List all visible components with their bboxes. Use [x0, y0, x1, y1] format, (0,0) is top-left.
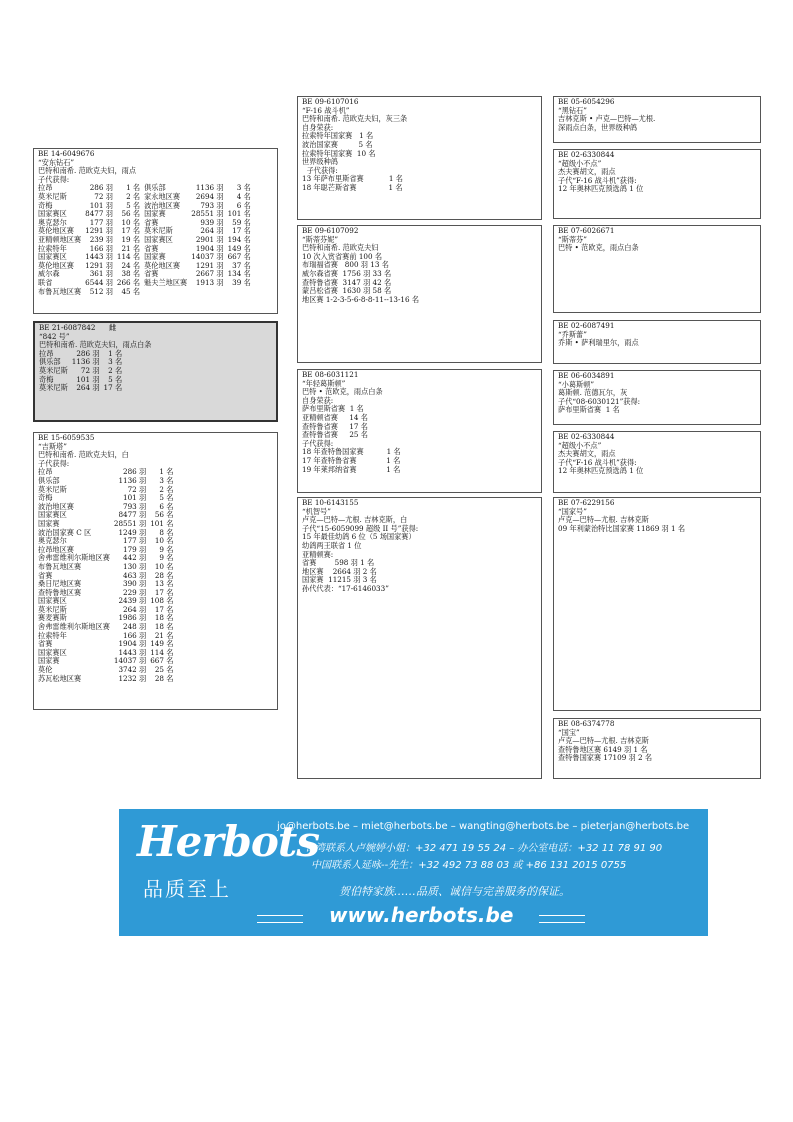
result-cell: 18 名 [154, 622, 174, 632]
herbots-logo: Herbots [137, 817, 319, 866]
pedigree-line: BE 07-6229156 [558, 498, 615, 507]
pedigree-line: 15 年最佳幼鸽 6 位（5 场国家赛） [302, 532, 416, 542]
result-cell: 1904 羽 [118, 639, 147, 649]
pedigree-line: BE 10-6143155 [302, 498, 359, 507]
result-cell: 667 名 [150, 656, 174, 666]
result-cell: 37 名 [232, 260, 251, 270]
result-cell: 国家赛区 [38, 209, 67, 219]
result-cell: 286 羽 [123, 467, 147, 477]
result-cell: 28 名 [154, 673, 174, 683]
result-cell: 13 名 [154, 579, 174, 589]
pedigree-line: 巴特 • 范欧克，雨点白条 [302, 387, 383, 397]
result-cell: 苏瓦松地区赛 [38, 673, 82, 683]
pedigree-line: 地区赛 2664 羽 2 名 [302, 566, 377, 576]
pedigree-line: 子代获得: [302, 438, 334, 448]
result-cell: 8477 羽 [118, 510, 147, 520]
result-cell: 国家赛区 [38, 647, 67, 657]
pedigree-line: 18 年聪芒斯省赛 1 名 [302, 182, 403, 192]
result-cell: 1136 羽 [71, 357, 100, 367]
result-cell: 1904 羽 [195, 243, 224, 253]
pedigree-line: 巴特和南希. 范欧克夫妇，灰三条 [302, 114, 408, 124]
result-cell: 莫米尼斯 [38, 191, 67, 201]
pedigree-line: “机智号” [302, 506, 331, 516]
result-cell: 联省 [38, 277, 53, 287]
result-cell: 149 名 [227, 243, 251, 253]
result-cell: 101 名 [150, 518, 174, 528]
pedigree-line: BE 02-6330844 [558, 150, 615, 159]
pedigree-line: 吉林克斯 • 卢克—巴特—尤根. [558, 114, 656, 124]
pedigree-line: “F-16 战斗机” [302, 105, 350, 115]
result-cell: 莫米尼斯 [38, 604, 67, 614]
result-cell: 134 名 [227, 269, 251, 279]
result-cell: 21 名 [154, 630, 174, 640]
great-grandparent-card-8 [553, 718, 761, 779]
result-cell: 3 名 [159, 475, 174, 485]
subject-ring-line [39, 324, 272, 333]
result-cell: 793 羽 [200, 200, 224, 210]
result-cell: 8477 羽 [85, 209, 113, 219]
result-cell: 166 羽 [123, 630, 147, 640]
result-cell: 莫伦地区赛 [38, 226, 74, 236]
result-cell: 奥克瑟尔 [38, 536, 67, 546]
banner-website-link[interactable]: www.herbots.be [329, 903, 514, 927]
subject-card[interactable] [33, 321, 278, 422]
result-cell: 1 名 [108, 348, 123, 358]
subject-ring: BE 21-6087842 [39, 323, 96, 332]
result-cell: 239 羽 [89, 234, 113, 244]
result-cell: 俱乐部 [39, 357, 61, 367]
result-cell: 国家赛区 [38, 596, 67, 606]
result-cell: 国家赛 [144, 252, 166, 262]
result-cell: 6 名 [159, 501, 174, 511]
pedigree-line: “黑钻石” [558, 105, 587, 115]
result-cell: 拉昂 [38, 183, 53, 193]
result-cell: 省赛 [38, 570, 53, 580]
result-cell: 5 名 [159, 493, 174, 503]
result-cell: 俱乐部 [144, 183, 166, 193]
result-cell: 512 羽 [89, 286, 113, 296]
result-cell: 38 名 [121, 269, 141, 279]
result-cell: 1986 羽 [118, 613, 147, 623]
result-cell: 1443 羽 [85, 252, 113, 262]
result-cell: 1232 羽 [118, 673, 147, 683]
herbots-banner [119, 809, 708, 936]
pedigree-line: BE 02-6330844 [558, 432, 615, 441]
pedigree-line: 波治国家赛 5 名 [302, 139, 373, 149]
result-cell: 17 名 [232, 226, 251, 236]
pedigree-line: 查特鲁国家赛 17109 羽 2 名 [558, 753, 653, 763]
pedigree-line: 拉索特年国家赛 1 名 [302, 131, 374, 141]
result-cell: 拉昂 [38, 467, 53, 477]
result-cell: 10 名 [154, 536, 174, 546]
banner-china-contact: 中国联系人延咏--先生：+32 492 73 88 03 或 +86 131 2015 0755 [311, 860, 627, 871]
result-cell: 101 名 [227, 209, 251, 219]
result-cell: 查特鲁地区赛 [38, 587, 82, 597]
result-cell: 省赛 [38, 639, 53, 649]
result-cell: 17 名 [103, 383, 123, 393]
dam-name: “吉斯塔” [38, 441, 67, 451]
result-cell: 5 名 [108, 374, 123, 384]
result-cell: 149 名 [150, 639, 174, 649]
dam-sub: 子代获得: [38, 458, 70, 468]
pedigree-line: 蒙吕松省赛 1630 羽 58 名 [302, 286, 392, 296]
result-cell: 101 羽 [89, 200, 113, 210]
result-cell: 101 羽 [123, 493, 147, 503]
result-cell: 18 名 [154, 613, 174, 623]
result-cell: 1291 羽 [85, 260, 113, 270]
result-cell: 2 名 [126, 191, 141, 201]
subject-sex: 雌 [109, 323, 117, 332]
pedigree-line: BE 09-6107092 [302, 226, 359, 235]
result-cell: 奇梅 [39, 374, 54, 384]
result-cell: 14037 羽 [113, 656, 147, 666]
result-cell: 布鲁瓦地区赛 [38, 561, 82, 571]
result-cell: 17 名 [121, 226, 141, 236]
result-cell: 114 名 [116, 252, 141, 262]
result-cell: 25 名 [154, 665, 174, 675]
subject-results-table [39, 350, 126, 393]
result-cell: 莫伦地区赛 [38, 260, 74, 270]
pedigree-line: 拉索特年国家赛 10 名 [302, 148, 376, 158]
result-cell: 10 名 [121, 217, 141, 227]
pedigree-line: “国宝” [558, 727, 580, 737]
pedigree-line: 布瑞福省赛 800 羽 13 名 [302, 260, 389, 270]
great-grandparent-card-6 [553, 431, 761, 493]
result-cell: 奥克瑟尔 [38, 217, 67, 227]
result-cell: 56 名 [121, 209, 141, 219]
banner-tagline: 贺伯特家族……品质、诚信与完善服务的保证。 [339, 885, 570, 898]
result-cell: 4 名 [236, 191, 251, 201]
result-cell: 101 羽 [76, 374, 100, 384]
result-cell: 桑日尼地区赛 [38, 579, 82, 589]
pedigree-line: 巴特和南希. 范欧克夫妇 [302, 243, 379, 253]
result-cell: 1 名 [159, 467, 174, 477]
pedigree-line: 查特鲁省赛 3147 羽 42 名 [302, 277, 392, 287]
result-cell: 2667 羽 [195, 269, 224, 279]
result-cell: 2 名 [159, 484, 174, 494]
sire-results-table [38, 184, 255, 296]
sire-ring: BE 14-6049676 [38, 149, 95, 158]
result-row [39, 384, 126, 393]
result-cell: 省赛 [144, 217, 159, 227]
banner-emails[interactable]: jo@herbots.be – miet@herbots.be – wangting@herbots.be – pieterjan@herbots.be [277, 821, 690, 832]
pedigree-line: “超级小不点” [558, 158, 602, 168]
pedigree-line: 子代“08-6030121”获得: [558, 396, 641, 406]
pedigree-line: 查特鲁省赛 17 名 [302, 421, 368, 431]
result-row [38, 288, 255, 297]
pedigree-line: 子代获得: [302, 165, 338, 175]
result-cell: 2 名 [108, 365, 123, 375]
pedigree-line: 省赛 598 羽 1 名 [302, 558, 375, 568]
result-cell: 1249 羽 [118, 527, 147, 537]
result-cell: 5 名 [126, 200, 141, 210]
result-cell: 793 羽 [123, 501, 147, 511]
great-grandparent-card-4 [553, 320, 761, 364]
result-cell: 拉索特年 [38, 630, 67, 640]
pedigree-line: 亚精顿赛: [302, 549, 334, 559]
result-cell: 21 名 [121, 243, 141, 253]
pedigree-line: 葛斯顿. 范德瓦尔，灰 [558, 388, 628, 398]
result-cell: 56 名 [154, 510, 174, 520]
result-cell: 361 羽 [89, 269, 113, 279]
banner-slogan: 品质至上 [143, 877, 231, 901]
pedigree-line: 17 年查特鲁省赛 1 名 [302, 455, 401, 465]
result-cell: 28 名 [154, 570, 174, 580]
dam-owner: 巴特和南希. 范欧克夫妇，白 [38, 450, 129, 460]
result-cell: 拉索特年 [38, 243, 67, 253]
result-cell: 舍弗雷维利尔斯地区赛 [38, 553, 110, 563]
result-cell: 39 名 [232, 277, 251, 287]
result-cell: 省赛 [144, 243, 159, 253]
sire-name: “安东钻石” [38, 157, 75, 167]
result-cell: 8 名 [159, 527, 174, 537]
result-row [38, 675, 177, 684]
dam-card [33, 432, 278, 710]
result-cell: 24 名 [121, 260, 141, 270]
result-cell: 108 名 [150, 596, 174, 606]
pedigree-line: 子代“F-16 战斗机”获得: [558, 175, 637, 185]
result-cell: 拉昂地区赛 [38, 544, 74, 554]
pedigree-line: 深雨点白条，世界级种鸽 [558, 122, 638, 132]
result-cell: 莫米尼斯 [39, 365, 68, 375]
pedigree-line: BE 02-6087491 [558, 321, 615, 330]
result-cell: 国家赛 [144, 209, 166, 219]
result-cell: 莫米尼斯 [39, 383, 68, 393]
result-cell: 2901 羽 [195, 234, 224, 244]
result-cell: 28551 羽 [191, 209, 224, 219]
pedigree-line: BE 05-6054296 [558, 97, 615, 106]
result-cell [191, 288, 227, 297]
grandsire-dam-side-card [297, 369, 542, 493]
result-cell: 波治地区赛 [38, 501, 74, 511]
result-cell: 442 羽 [123, 553, 147, 563]
result-cell: 9 名 [159, 553, 174, 563]
pedigree-line: 10 次入赏省赛前 100 名 [302, 251, 383, 261]
pedigree-line: “斯蒂芬妮” [302, 234, 339, 244]
banner-deco-left [257, 915, 303, 923]
result-cell: 拉昂 [39, 348, 54, 358]
result-cell: 3 名 [236, 183, 251, 193]
result-cell: 19 名 [121, 234, 141, 244]
result-cell: 10 名 [154, 561, 174, 571]
result-cell: 72 羽 [94, 191, 113, 201]
result-cell: 939 羽 [200, 217, 224, 227]
pedigree-line: “乔斯蕾” [558, 329, 587, 339]
great-grandparent-card-1 [553, 96, 761, 143]
result-cell: 国家赛区 [38, 510, 67, 520]
pedigree-line: “超级小不点” [558, 440, 602, 450]
result-cell: 114 名 [150, 647, 174, 657]
pedigree-line: 卢克—巴特—尤根. 吉林克斯，白 [302, 515, 408, 525]
result-cell: 264 羽 [123, 604, 147, 614]
result-cell [144, 288, 191, 297]
pedigree-line: 13 年萨布里斯省赛 1 名 [302, 174, 403, 184]
result-cell: 28551 羽 [113, 518, 147, 528]
result-cell: 莫伦地区赛 [144, 260, 181, 270]
result-cell: 17 名 [154, 587, 174, 597]
pedigree-line: 杰夫赛胡文，雨点 [558, 449, 616, 459]
result-cell: 14037 羽 [191, 252, 224, 262]
result-cell: 俱乐部 [38, 475, 60, 485]
result-cell: 莫米尼斯 [144, 226, 173, 236]
subject-name: “842 号” [39, 331, 70, 341]
result-cell: 1291 羽 [85, 226, 113, 236]
pedigree-line: 自身荣获: [302, 122, 334, 132]
sire-owner: 巴特和南希. 范欧克夫妇，雨点 [38, 166, 137, 176]
result-cell: 1136 羽 [195, 183, 224, 193]
result-cell: 2694 羽 [195, 191, 224, 201]
result-cell: 国家赛 [38, 656, 60, 666]
pedigree-line: 世界级种鸽 [302, 157, 338, 167]
pedigree-line: “小葛斯顿” [558, 379, 595, 389]
granddam-dam-side-card [297, 497, 542, 779]
pedigree-line: BE 08-6031121 [302, 370, 359, 379]
result-cell: 1291 羽 [195, 260, 224, 270]
pedigree-line: 乔斯 • 萨利瑞里尔，雨点 [558, 338, 639, 348]
result-cell: 130 羽 [123, 561, 147, 571]
result-cell: 667 名 [227, 252, 251, 262]
result-cell: 波治国家赛 C 区 [38, 527, 92, 537]
result-cell: 177 羽 [123, 536, 147, 546]
result-cell: 264 羽 [76, 383, 100, 393]
pedigree-line: “国家号” [558, 506, 587, 516]
banner-deco-right [539, 915, 585, 923]
result-cell [228, 288, 255, 297]
result-cell: 194 名 [227, 234, 251, 244]
sire-sub: 子代获得: [38, 174, 70, 184]
result-cell: 45 名 [121, 286, 141, 296]
pedigree-line: 子代“F-16 战斗机”获得: [558, 457, 637, 467]
pedigree-line: 威尔森省赛 1756 羽 33 名 [302, 268, 392, 278]
result-cell: 2439 羽 [118, 596, 147, 606]
result-cell: 国家赛 [38, 518, 60, 528]
pedigree-line: 幼鸽两王联省 1 位 [302, 540, 362, 550]
dam-results-table [38, 468, 177, 683]
result-cell: 6544 羽 [85, 277, 113, 287]
pedigree-line: 孙代代表：“17-6146033” [302, 583, 389, 593]
pedigree-line: 国家赛 11215 羽 3 名 [302, 575, 377, 585]
result-cell: 463 羽 [123, 570, 147, 580]
pedigree-line: 12 年奥林匹克预选鸽 1 位 [558, 466, 644, 476]
great-grandparent-card-7 [553, 497, 761, 711]
result-cell: 264 羽 [200, 226, 224, 236]
pedigree-line: 萨布里斯省赛 1 名 [558, 405, 620, 415]
result-cell: 1443 羽 [118, 647, 147, 657]
result-cell: 1913 羽 [195, 277, 224, 287]
pedigree-line: BE 06-6034891 [558, 371, 615, 380]
result-row [38, 486, 177, 495]
result-cell: 赛麦赛斯 [38, 613, 67, 623]
pedigree-line: 巴特 • 范欧克，雨点白条 [558, 243, 639, 253]
granddam-sire-side-card [297, 225, 542, 363]
result-cell: 179 羽 [123, 544, 147, 554]
result-cell: 72 羽 [127, 484, 147, 494]
subject-owner: 巴特和南希. 范欧克夫妇，雨点白条 [39, 340, 152, 350]
result-cell: 威尔森 [38, 269, 60, 279]
result-cell: 波治地区赛 [144, 200, 181, 210]
pedigree-line: 自身荣获: [302, 395, 334, 405]
pedigree-line: BE 08-6374778 [558, 719, 615, 728]
result-cell: 3 名 [108, 357, 123, 367]
result-cell: 1 名 [126, 183, 141, 193]
result-cell: 390 羽 [123, 579, 147, 589]
pedigree-line: 卢克—巴特—尤根. 吉林克斯 [558, 736, 649, 746]
result-cell: 286 羽 [76, 348, 100, 358]
pedigree-line: 卢克—巴特—尤根. 吉林克斯 [558, 515, 649, 525]
pedigree-line: 子代“15-6059099 超级 II 号”获得: [302, 523, 419, 533]
dam-ring: BE 15-6059535 [38, 433, 95, 442]
result-cell: 奇梅 [38, 493, 53, 503]
sire-card [33, 148, 278, 314]
banner-taiwan-contact: 台湾联系人卢婉婷小姐：+32 471 19 55 24 – 办公室电话：+32 11 78 91 90 [305, 843, 663, 854]
result-cell: 布鲁瓦地区赛 [38, 286, 82, 296]
result-cell: 3742 羽 [118, 665, 147, 675]
result-cell: 家永地区赛 [144, 191, 181, 201]
result-cell: 166 羽 [89, 243, 113, 253]
great-grandparent-card-3 [553, 225, 761, 313]
pedigree-line: 萨布里斯省赛 1 名 [302, 404, 364, 414]
pedigree-line: 19 年莱邦纳省赛 1 名 [302, 464, 401, 474]
pedigree-line: BE 07-6026671 [558, 226, 615, 235]
result-cell: 国家赛区 [38, 252, 67, 262]
pedigree-line: 18 年查特鲁国家赛 1 名 [302, 447, 401, 457]
result-cell: 248 羽 [123, 622, 147, 632]
pedigree-line: 12 年奥林匹克预选鸽 1 位 [558, 184, 644, 194]
pedigree-line: “年轻葛斯顿” [302, 378, 346, 388]
result-cell: 莫伦 [38, 665, 53, 675]
great-grandparent-card-5 [553, 370, 761, 425]
result-cell: 国家赛区 [144, 234, 173, 244]
result-cell: 229 羽 [123, 587, 147, 597]
result-cell: 舍弗雷维利尔斯地区赛 [38, 622, 110, 632]
pedigree-line: BE 09-6107016 [302, 97, 359, 106]
result-cell: 莫米尼斯 [38, 484, 67, 494]
result-cell: 魁夫兰地区赛 [144, 277, 188, 287]
pedigree-line: 亚精顿省赛 14 名 [302, 412, 368, 422]
pedigree-line: 查特鲁地区赛 6149 羽 1 名 [558, 744, 648, 754]
result-cell: 6 名 [236, 200, 251, 210]
result-cell: 286 羽 [89, 183, 113, 193]
pedigree-line: 杰夫赛胡文，雨点 [558, 167, 616, 177]
result-cell: 266 名 [116, 277, 141, 287]
result-cell: 奇梅 [38, 200, 53, 210]
result-cell: 177 羽 [89, 217, 113, 227]
result-cell: 17 名 [154, 604, 174, 614]
pedigree-line: 09 年利蒙治特比国家赛 11869 羽 1 名 [558, 523, 686, 533]
result-cell: 59 名 [232, 217, 251, 227]
result-cell: 省赛 [144, 269, 159, 279]
pedigree-line: 地区赛 1-2-3-5-6-8-8-11--13-16 名 [302, 294, 420, 304]
result-cell: 1136 羽 [118, 475, 147, 485]
result-cell: 亚精顿地区赛 [38, 234, 82, 244]
pedigree-line: 查特鲁省赛 25 名 [302, 430, 368, 440]
grandsire-card [297, 96, 542, 220]
pedigree-line: “斯蒂芬” [558, 234, 587, 244]
great-grandparent-card-2 [553, 149, 761, 219]
result-cell: 72 羽 [80, 365, 100, 375]
result-cell: 9 名 [159, 544, 174, 554]
